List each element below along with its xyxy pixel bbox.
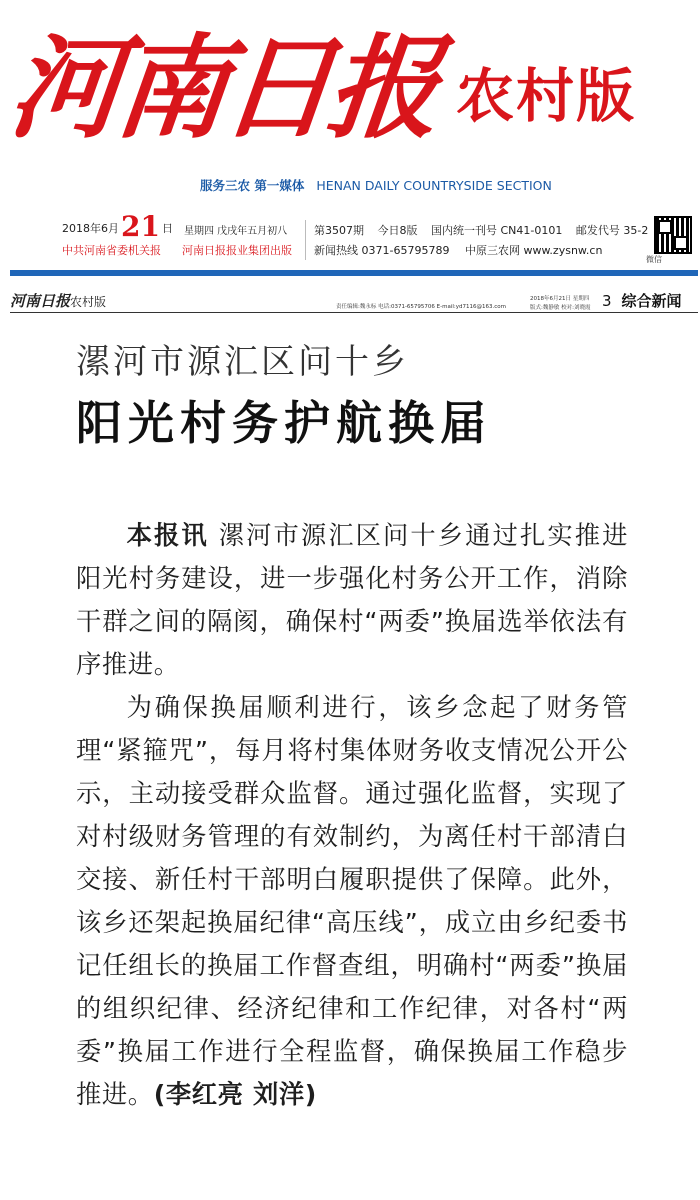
weekday-lunar-date: 星期四 戊戌年五月初八 — [184, 226, 288, 237]
running-header — [0, 278, 700, 314]
issue-number: 第3507期 — [314, 224, 364, 237]
news-hotline: 新闻热线 0371-65795789 — [314, 244, 450, 257]
paragraph-text: 漯河市源汇区问十乡通过扎实推进阳光村务建设，进一步强化村务公开工作，消除干群之间的隔阂，确保村“两委”换届选举依法有序推进。 — [76, 521, 628, 679]
running-logo — [10, 290, 106, 311]
newspaper-title: 河南日报 — [3, 23, 441, 154]
date-prefix: 2018年6月 — [62, 222, 119, 235]
header-rule — [10, 312, 698, 313]
paragraph-text: 为确保换届顺利进行，该乡念起了财务管理“紧箍咒”，每月将村集体财务收支情况公开公示，主动接受群众监督。通过强化监督，实现了对村级财务管理的有效制约，为离任村干部清白交接、新任村干部明白履职提供了保障。此外，该乡还架起换届纪律“高压线”，成立由乡纪委书记任组长的换届工作督查组，明确村“两委”换届的组织纪律、经济纪律和工作纪律，对各村“两委”换届工作进行全程监督，确保换届工作稳步推进。 — [76, 693, 628, 1109]
postal-code: 邮发代号 35-2 — [575, 224, 649, 237]
publisher-text: 河南日报报业集团出版 — [182, 244, 292, 257]
staff-credits: 版式:魏静敏 校对:刘晓霞 — [530, 305, 591, 311]
qr-code-icon — [654, 216, 692, 254]
masthead — [0, 0, 700, 200]
website: 中原三农网 www.zysnw.cn — [464, 244, 603, 257]
byline: (李红亮 刘洋) — [153, 1080, 317, 1109]
article-headline: 阳光村务护航换届 — [76, 396, 492, 450]
issue-date — [62, 210, 173, 243]
page-count: 今日8版 — [377, 224, 418, 237]
slogan-english: HENAN DAILY COUNTRYSIDE SECTION — [316, 178, 552, 193]
slogan-chinese: 服务三农 第一媒体 — [200, 178, 305, 193]
article-body — [76, 514, 628, 1116]
sponsor-text: 中共河南省委机关报 — [62, 244, 161, 257]
article-paragraph — [76, 514, 628, 686]
editor-credits: 责任编辑:魏永标 电话:0371-65795706 E-mail:yd7116@163.com — [336, 304, 507, 310]
issue-info-strip — [0, 200, 700, 268]
date-suffix: 日 — [161, 222, 173, 235]
qr-label: 微信 — [646, 255, 662, 264]
running-date: 2018年6月21日 星期四 — [530, 296, 590, 302]
section-name: 综合新闻 — [621, 292, 682, 310]
issue-details — [314, 222, 658, 238]
article-subhead: 漯河市源汇区问十乡 — [76, 342, 409, 382]
masthead-rule — [10, 270, 698, 276]
masthead-slogan — [200, 176, 552, 194]
edition-name: 农村版 — [456, 62, 637, 130]
cn-number: 国内统一刊号 CN41-0101 — [431, 224, 563, 237]
lead-label: 本报讯 — [126, 521, 209, 550]
running-logo-edition: 农村版 — [70, 295, 107, 309]
contact-details — [314, 242, 614, 258]
page-number: 3 — [602, 292, 612, 310]
article-heading — [76, 340, 636, 456]
date-day: 21 — [121, 210, 160, 243]
article-paragraph — [76, 686, 628, 1116]
page-indicator — [602, 290, 682, 311]
running-logo-title: 河南日报 — [10, 292, 71, 310]
divider — [305, 220, 306, 260]
